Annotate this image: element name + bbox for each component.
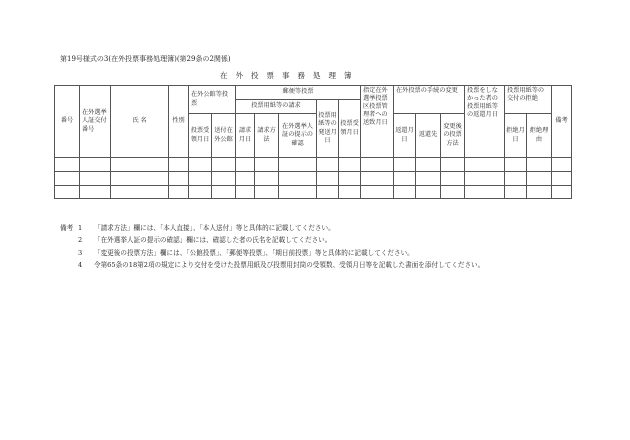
- page-title: 在外投票事務処理簿: [220, 71, 360, 80]
- header-request-date: 請求月日: [236, 114, 255, 158]
- header-name: 氏 名: [111, 86, 169, 158]
- header-paper-request: 投票用紙等の請求: [236, 100, 317, 114]
- table-row: [55, 158, 572, 172]
- header-paper-sent-date: 投票用紙等の発送月日: [317, 100, 339, 158]
- header-cert-number: 在外選挙人証交付番号: [80, 86, 111, 158]
- header-not-voted-return: 投票をしなかった者の投票用紙等の返還月日: [465, 86, 505, 158]
- note-item: 4 令第65条の18第2項の規定により交付を受けた投票用紙及び投票用封筒の受領数、受領月日等を記載した書面を添付してください。: [78, 261, 485, 270]
- header-postal-voting: 郵便等投票: [236, 86, 361, 100]
- header-cert-check: 在外選挙人証の提示の確認: [279, 114, 317, 158]
- header-refusal: 投票用紙等の交付の拒絶: [505, 86, 552, 114]
- header-request-method: 請求方法: [255, 114, 279, 158]
- header-refusal-reason: 拒絶理由: [527, 114, 552, 158]
- notes-header: 備考: [60, 224, 74, 232]
- note-item: 備考 1 「請求方法」欄には、「本人直接」、「本人送付」等と具体的に記載してください。: [60, 222, 484, 234]
- table-row: [55, 186, 572, 199]
- header-return-destination: 返還先: [416, 114, 441, 158]
- header-designated-manager: 指定在外選挙投票区投票管理者への送致月日: [361, 86, 394, 158]
- header-number: 番号: [55, 86, 80, 158]
- header-changed-method: 変更後の投票方法: [441, 114, 465, 158]
- table-row: [55, 172, 572, 186]
- register-table: [54, 85, 572, 199]
- header-remarks: 備考: [552, 86, 572, 158]
- header-embassy-sent: 送付在外公館: [212, 114, 236, 158]
- note-item: 3 「変更後の投票方法」欄には、「公館投票」、「郵便等投票」、「期日前投票」等と具体的に記載してください。: [78, 248, 414, 257]
- header-sex: 性別: [169, 86, 189, 158]
- header-embassy-received-date: 投票受領月日: [189, 114, 212, 158]
- header-refusal-date: 拒絶月日: [505, 114, 527, 158]
- header-return-date: 返還月日: [394, 114, 416, 158]
- header-procedure-change: 在外投票の手続の変更: [394, 86, 465, 114]
- note-item: 2 「在外選挙人証の提示の確認」欄には、確認した者の氏名を記載してください。: [78, 236, 332, 245]
- form-identifier: 第19号様式の3(在外投票事務処理簿)(第29条の2関係): [60, 55, 231, 63]
- header-postal-received-date: 投票受領月日: [339, 100, 361, 158]
- header-embassy-voting: 在外公館等投票: [189, 86, 236, 114]
- notes-section: [60, 222, 484, 272]
